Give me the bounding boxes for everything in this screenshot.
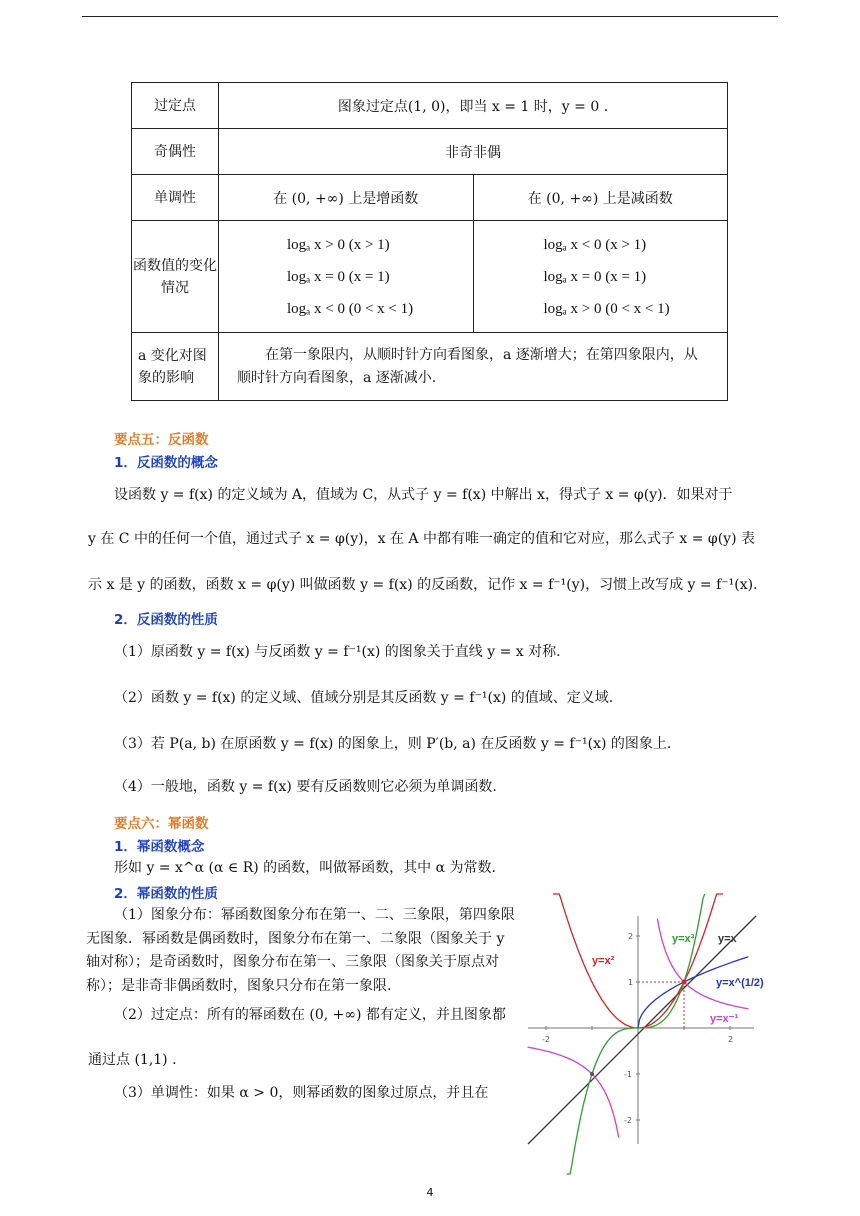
tick-label: 1 (628, 978, 634, 987)
paragraph: （1）图象分布：幂函数图象分布在第一、二、三象限，第四象限无图象．幂函数是偶函数时，图象分布在第一、二象限（图象关于 y 轴对称）；是奇函数时，图象分布在第一、三象限（图象关于原点对称）；是非奇非偶函数时，图象只分布在第一象限. (86, 907, 515, 994)
formula: logₐ x > 0 (0 < x < 1) (543, 300, 670, 317)
row-label: a 变化对图象的影响 (132, 333, 219, 401)
row-label: 函数值的变化情况 (132, 221, 219, 333)
row-content: 在第一象限内，从顺时针方向看图象，a 逐渐增大；在第四象限内，从顺时针方向看图象，a 逐渐减小. (219, 333, 728, 401)
paragraph: 示 x 是 y 的函数，函数 x = φ(y) 叫做函数 y = f(x) 的反函数，记作 x = f⁻¹(y)，习惯上改写成 y = f⁻¹(x)． (88, 577, 768, 593)
paragraph: （1）原函数 y = f(x) 与反函数 y = f⁻¹(x) 的图象关于直线 y = x 对称. (114, 644, 561, 660)
label-y-xhalf: y=x^(1/2) (716, 977, 764, 989)
section-title: 要点六：幂函数 (114, 816, 209, 832)
paragraph: y 在 C 中的任何一个值，通过式子 x = φ(y)，x 在 A 中都有唯一确定的值和它对应，那么式子 x = φ(y) 表 (88, 531, 756, 547)
subsection-title: 2．反函数的性质 (114, 612, 218, 628)
subsection-title: 1．幂函数概念 (114, 839, 205, 855)
log-properties-table (131, 82, 728, 401)
subsection-title: 2．幂函数的性质 (114, 886, 218, 902)
header-rule (82, 16, 778, 17)
formula: logₐ x = 0 (x = 1) (287, 268, 390, 285)
paragraph: （2）过定点：所有的幂函数在 (0, +∞) 都有定义，并且图象都 (114, 1007, 506, 1023)
paragraph: 通过点 (1,1) . (88, 1052, 177, 1068)
label-y-xinv: y=x⁻¹ (710, 1013, 739, 1025)
curve-y-x (528, 916, 756, 1144)
table-row (132, 83, 728, 129)
paragraph: （3）单调性：如果 α > 0，则幂函数的图象过原点，并且在 (114, 1085, 489, 1101)
paragraph: 设函数 y = f(x) 的定义域为 A，值域为 C，从式子 y = f(x) 中解出 x，得式子 x = φ(y)．如果对于 (114, 487, 733, 503)
row-label: 单调性 (132, 175, 219, 221)
subsection-title: 1．反函数的概念 (114, 455, 218, 471)
page-number: 4 (426, 1186, 434, 1199)
paragraph: （4）一般地，函数 y = f(x) 要有反函数则它必须为单调函数. (114, 779, 497, 795)
tick-label: 2 (728, 1035, 734, 1044)
table-row (132, 175, 728, 221)
point-minus1-minus1 (590, 1072, 594, 1076)
paragraph: 形如 y = x^α (α ∈ R) 的函数，叫做幂函数，其中 α 为常数. (114, 860, 496, 876)
section-title: 要点五：反函数 (114, 432, 209, 448)
label-y-x: y=x (718, 933, 737, 945)
row-label: 奇偶性 (132, 129, 219, 175)
row-right (473, 221, 728, 333)
power-function-graph (528, 914, 764, 1146)
row-left (219, 221, 474, 333)
paragraph: （2）函数 y = f(x) 的定义域、值域分别是其反函数 y = f⁻¹(x) 的值域、定义域. (114, 690, 614, 706)
row-label: 过定点 (132, 83, 219, 129)
formula: logₐ x < 0 (x > 1) (543, 236, 647, 253)
point-1-1 (682, 980, 687, 985)
tick-label: 2 (628, 932, 634, 941)
formula: logₐ x > 0 (x > 1) (287, 236, 390, 253)
tick-label: -2 (624, 1116, 632, 1125)
table-row (132, 221, 728, 333)
curve-y-xinv-neg (528, 1047, 619, 1137)
row-left: 在 (0, +∞) 上是增函数 (219, 175, 474, 221)
label-y-x2: y=x² (592, 955, 615, 967)
row-content: 图象过定点(1, 0)，即当 x = 1 时，y = 0 . (219, 83, 728, 129)
row-content: 非奇非偶 (219, 129, 728, 175)
guide-lines (638, 982, 684, 1028)
tick-label: -1 (624, 1070, 632, 1079)
label-y-x3: y=x³ (672, 933, 695, 945)
table-row (132, 129, 728, 175)
formula: logₐ x = 0 (x = 1) (543, 268, 647, 285)
formula: logₐ x < 0 (0 < x < 1) (287, 300, 414, 317)
tick-label: -2 (542, 1035, 550, 1044)
paragraph: （3）若 P(a, b) 在原函数 y = f(x) 的图象上，则 P′(b, a) 在反函数 y = f⁻¹(x) 的图象上. (114, 736, 672, 752)
table-row (132, 333, 728, 401)
row-right: 在 (0, +∞) 上是减函数 (473, 175, 728, 221)
